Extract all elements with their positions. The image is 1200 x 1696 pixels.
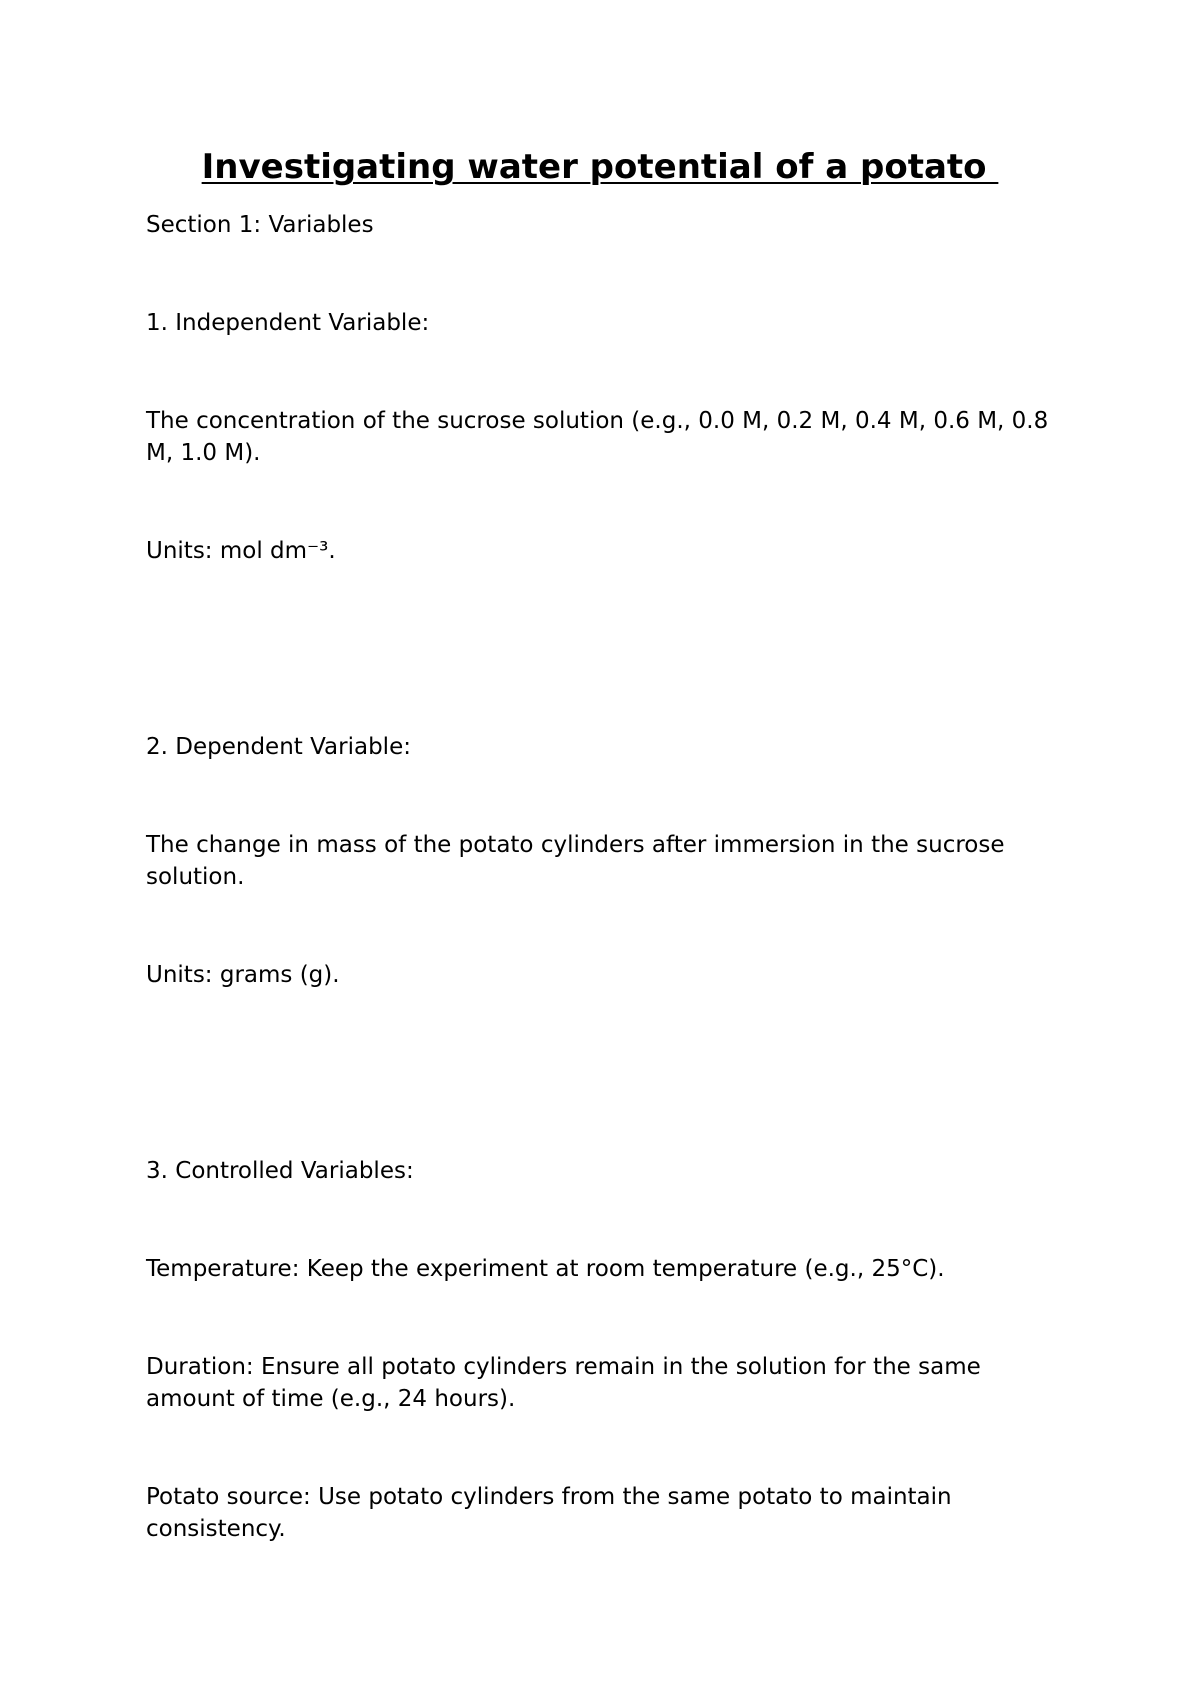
dependent-variable-description: The change in mass of the potato cylinders after immersion in the sucrose solution.: [146, 832, 1005, 890]
independent-variable-description: The concentration of the sucrose solution (e.g., 0.0 M, 0.2 M, 0.4 M, 0.6 M, 0.8 M, 1.0 M).: [146, 408, 1049, 466]
controlled-variable-potato-source: Potato source: Use potato cylinders from the same potato to maintain consistency.: [146, 1484, 952, 1542]
controlled-variable-temperature: Temperature: Keep the experiment at room temperature (e.g., 25°C).: [146, 1256, 945, 1282]
controlled-variable-duration: Duration: Ensure all potato cylinders remain in the solution for the same amount of time (e.g., 24 hours).: [146, 1354, 981, 1412]
independent-variable-heading: 1. Independent Variable:: [146, 310, 430, 336]
dependent-variable-units: Units: grams (g).: [146, 962, 340, 988]
dependent-variable-heading: 2. Dependent Variable:: [146, 734, 411, 760]
document-title: Investigating water potential of a potato: [201, 147, 999, 187]
controlled-variables-heading: 3. Controlled Variables:: [146, 1158, 414, 1184]
section-heading: Section 1: Variables: [146, 212, 374, 238]
independent-variable-units: Units: mol dm⁻³.: [146, 538, 336, 564]
